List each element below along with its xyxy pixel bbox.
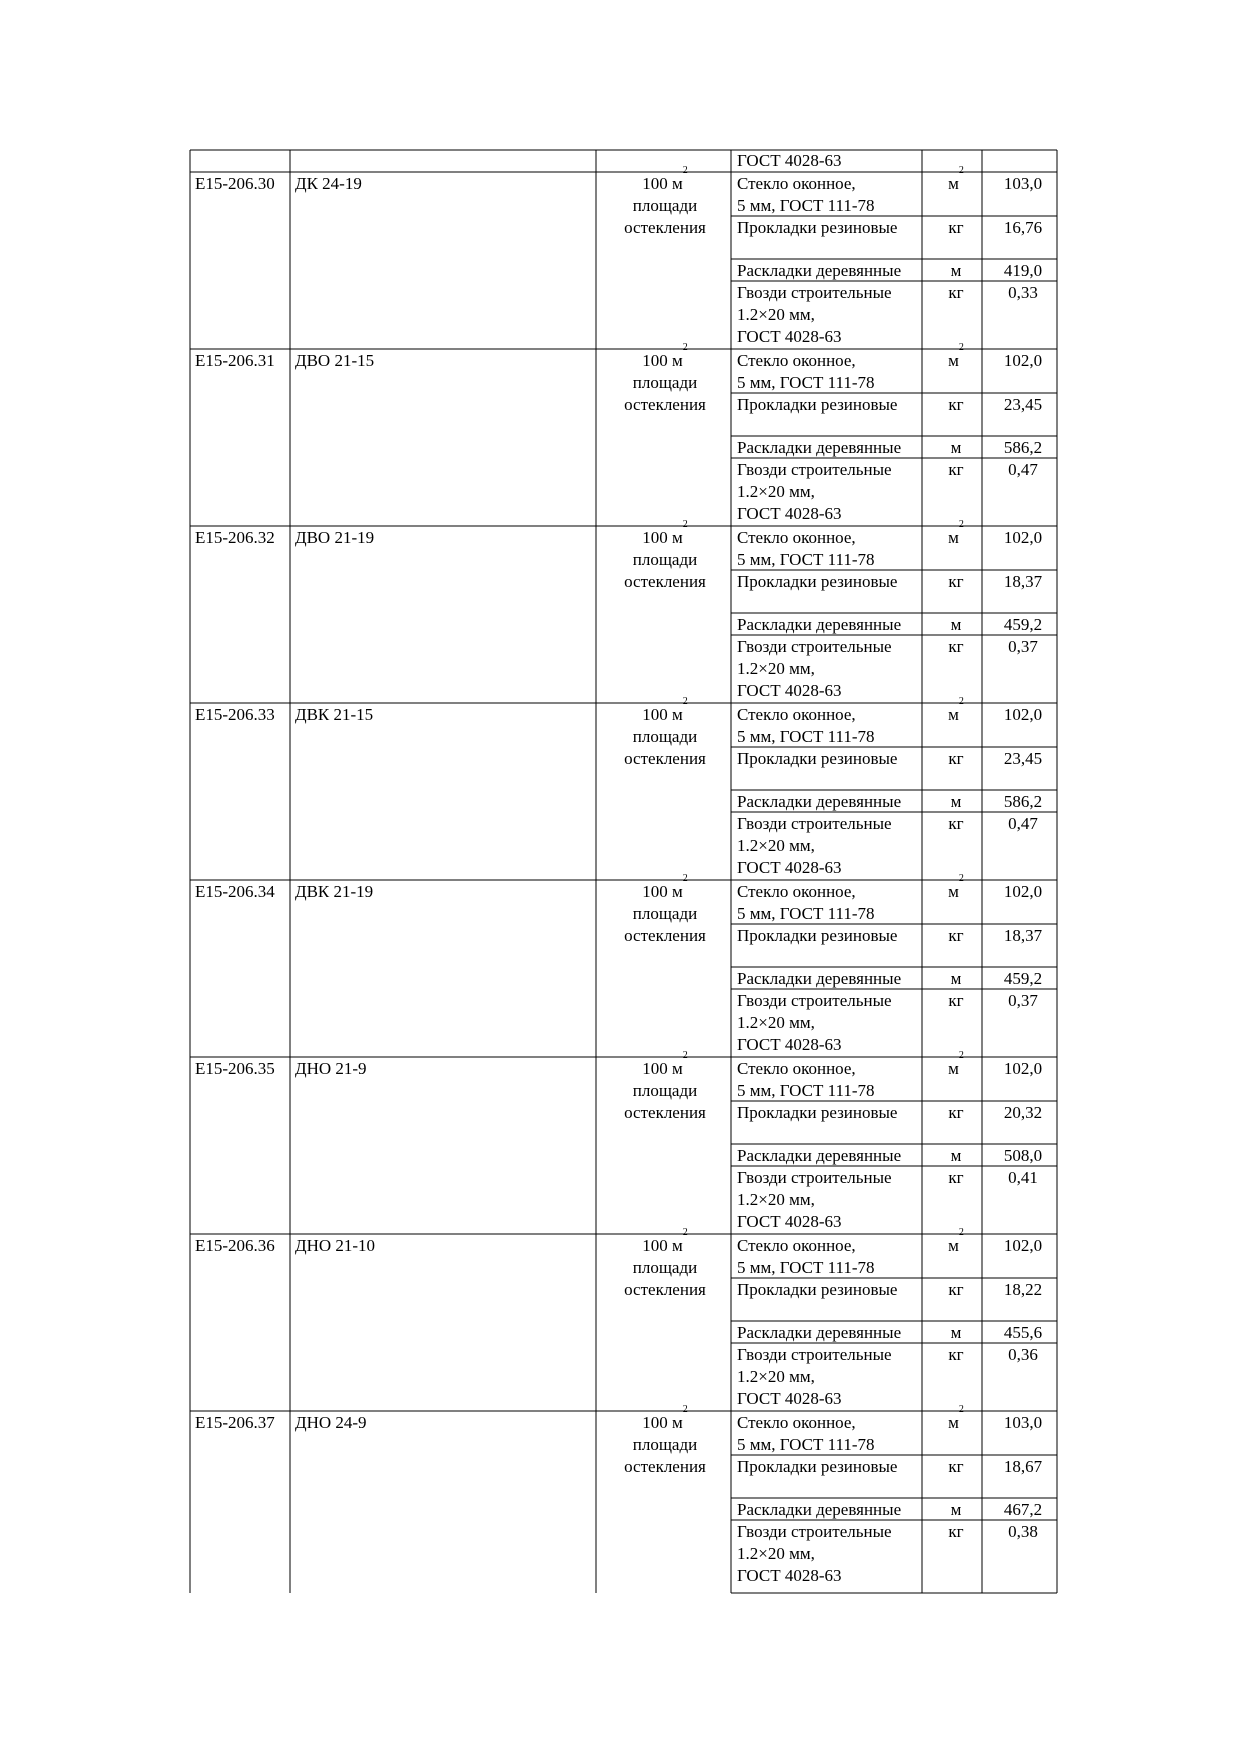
material-unit: кг bbox=[948, 749, 964, 768]
material-unit: кг bbox=[948, 395, 964, 414]
material-name: Прокладки резиновые bbox=[737, 395, 898, 414]
material-name: Гвозди строительные bbox=[737, 283, 892, 302]
unit-of-measure: 100 $м^2$ bbox=[642, 165, 688, 193]
material-name: Стекло оконное, bbox=[737, 174, 856, 193]
carry-over-material: ГОСТ 4028-63 bbox=[737, 151, 842, 170]
material-unit: $м^2$ bbox=[948, 1227, 964, 1255]
unit-of-measure-line3: остекления bbox=[624, 1457, 706, 1476]
material-name: 5 мм, ГОСТ 111-78 bbox=[737, 373, 875, 392]
material-quantity: 18,37 bbox=[1003, 572, 1043, 591]
material-quantity: 459,2 bbox=[1003, 615, 1043, 634]
material-unit: м bbox=[950, 1323, 962, 1342]
material-unit: м bbox=[950, 261, 962, 280]
material-quantity: 16,76 bbox=[1003, 218, 1043, 237]
rate-code: Е15-206.33 bbox=[195, 705, 275, 724]
material-quantity: 102,0 bbox=[1003, 1059, 1043, 1078]
material-unit: кг bbox=[948, 1457, 964, 1476]
material-unit: кг bbox=[948, 218, 964, 237]
material-unit: кг bbox=[948, 814, 964, 833]
rate-code: Е15-206.30 bbox=[195, 174, 275, 193]
material-name: 5 мм, ГОСТ 111-78 bbox=[737, 550, 875, 569]
item-name: ДВК 21-15 bbox=[295, 705, 374, 724]
item-name: ДВО 21-19 bbox=[295, 528, 375, 547]
material-name: Прокладки резиновые bbox=[737, 218, 898, 237]
unit-of-measure-line3: остекления bbox=[624, 218, 706, 237]
material-name: 1.2×20 мм, bbox=[737, 1367, 815, 1386]
material-name: 1.2×20 мм, bbox=[737, 305, 815, 324]
material-name: Гвозди строительные bbox=[737, 1168, 892, 1187]
item-name: ДВК 21-19 bbox=[295, 882, 374, 901]
material-unit: кг bbox=[948, 926, 964, 945]
material-name: Раскладки деревянные bbox=[737, 261, 902, 280]
material-quantity: 467,2 bbox=[1003, 1500, 1043, 1519]
material-name: Раскладки деревянные bbox=[737, 792, 902, 811]
material-unit: $м^2$ bbox=[948, 696, 964, 724]
material-name: Прокладки резиновые bbox=[737, 1103, 898, 1122]
material-name: Раскладки деревянные bbox=[737, 1500, 902, 1519]
material-name: ГОСТ 4028-63 bbox=[737, 1389, 842, 1408]
material-quantity: 419,0 bbox=[1003, 261, 1043, 280]
material-unit: кг bbox=[948, 1103, 964, 1122]
material-quantity: 103,0 bbox=[1003, 1413, 1043, 1432]
unit-of-measure: 100 $м^2$ bbox=[642, 696, 688, 724]
material-name: 5 мм, ГОСТ 111-78 bbox=[737, 1435, 875, 1454]
material-name: Раскладки деревянные bbox=[737, 969, 902, 988]
material-quantity: 0,37 bbox=[1008, 637, 1038, 656]
material-quantity: 18,67 bbox=[1003, 1457, 1043, 1476]
material-name: 1.2×20 мм, bbox=[737, 1190, 815, 1209]
rate-code: Е15-206.32 bbox=[195, 528, 275, 547]
material-quantity: 102,0 bbox=[1003, 351, 1043, 370]
material-quantity: 586,2 bbox=[1003, 438, 1043, 457]
material-unit: кг bbox=[948, 991, 964, 1010]
material-unit: кг bbox=[948, 1280, 964, 1299]
material-name: Прокладки резиновые bbox=[737, 926, 898, 945]
material-quantity: 102,0 bbox=[1003, 1236, 1043, 1255]
item-name: ДНО 21-10 bbox=[295, 1236, 376, 1255]
material-name: Гвозди строительные bbox=[737, 1522, 892, 1541]
unit-of-measure-line2: площади bbox=[632, 727, 698, 746]
material-name: ГОСТ 4028-63 bbox=[737, 327, 842, 346]
material-quantity: 0,33 bbox=[1008, 283, 1038, 302]
material-name: Раскладки деревянные bbox=[737, 1146, 902, 1165]
unit-of-measure-line3: остекления bbox=[624, 1280, 706, 1299]
material-unit: $м^2$ bbox=[948, 1050, 964, 1078]
material-quantity: 23,45 bbox=[1003, 395, 1043, 414]
material-quantity: 0,47 bbox=[1008, 814, 1038, 833]
material-name: Прокладки резиновые bbox=[737, 1280, 898, 1299]
material-unit: кг bbox=[948, 283, 964, 302]
material-unit: м bbox=[950, 792, 962, 811]
material-quantity: 459,2 bbox=[1003, 969, 1043, 988]
material-unit: $м^2$ bbox=[948, 342, 964, 370]
material-name: 5 мм, ГОСТ 111-78 bbox=[737, 1081, 875, 1100]
material-unit: $м^2$ bbox=[948, 873, 964, 901]
material-name: Гвозди строительные bbox=[737, 1345, 892, 1364]
material-quantity: 0,41 bbox=[1008, 1168, 1038, 1187]
rate-code: Е15-206.36 bbox=[195, 1236, 275, 1255]
material-name: ГОСТ 4028-63 bbox=[737, 1212, 842, 1231]
material-unit: кг bbox=[948, 637, 964, 656]
material-name: Стекло оконное, bbox=[737, 1059, 856, 1078]
unit-of-measure-line3: остекления bbox=[624, 749, 706, 768]
material-unit: $м^2$ bbox=[948, 519, 964, 547]
material-unit: кг bbox=[948, 460, 964, 479]
item-name: ДНО 21-9 bbox=[295, 1059, 367, 1078]
material-quantity: 508,0 bbox=[1003, 1146, 1043, 1165]
material-quantity: 0,47 bbox=[1008, 460, 1038, 479]
material-name: ГОСТ 4028-63 bbox=[737, 1566, 842, 1585]
material-quantity: 18,22 bbox=[1003, 1280, 1043, 1299]
unit-of-measure-line2: площади bbox=[632, 373, 698, 392]
material-name: Стекло оконное, bbox=[737, 528, 856, 547]
unit-of-measure: 100 $м^2$ bbox=[642, 519, 688, 547]
item-name: ДНО 24-9 bbox=[295, 1413, 367, 1432]
material-quantity: 23,45 bbox=[1003, 749, 1043, 768]
material-unit: м bbox=[950, 1500, 962, 1519]
unit-of-measure-line3: остекления bbox=[624, 395, 706, 414]
unit-of-measure-line2: площади bbox=[632, 550, 698, 569]
unit-of-measure-line3: остекления bbox=[624, 572, 706, 591]
material-name: Стекло оконное, bbox=[737, 882, 856, 901]
item-name: ДВО 21-15 bbox=[295, 351, 375, 370]
material-quantity: 20,32 bbox=[1003, 1103, 1043, 1122]
material-name: ГОСТ 4028-63 bbox=[737, 681, 842, 700]
material-name: 5 мм, ГОСТ 111-78 bbox=[737, 1258, 875, 1277]
material-name: 1.2×20 мм, bbox=[737, 659, 815, 678]
material-unit: м bbox=[950, 1146, 962, 1165]
material-name: Гвозди строительные bbox=[737, 460, 892, 479]
material-quantity: 0,38 bbox=[1008, 1522, 1038, 1541]
rate-code: Е15-206.31 bbox=[195, 351, 275, 370]
material-name: 1.2×20 мм, bbox=[737, 482, 815, 501]
material-unit: кг bbox=[948, 1345, 964, 1364]
unit-of-measure-line2: площади bbox=[632, 1081, 698, 1100]
material-name: 1.2×20 мм, bbox=[737, 1013, 815, 1032]
unit-of-measure: 100 $м^2$ bbox=[642, 1404, 688, 1432]
material-quantity: 0,36 bbox=[1008, 1345, 1038, 1364]
material-name: 5 мм, ГОСТ 111-78 bbox=[737, 196, 875, 215]
material-name: 5 мм, ГОСТ 111-78 bbox=[737, 727, 875, 746]
material-name: 1.2×20 мм, bbox=[737, 1544, 815, 1563]
material-unit: $м^2$ bbox=[948, 1404, 964, 1432]
material-name: Прокладки резиновые bbox=[737, 749, 898, 768]
rate-code: Е15-206.34 bbox=[195, 882, 275, 901]
material-name: Раскладки деревянные bbox=[737, 1323, 902, 1342]
material-quantity: 102,0 bbox=[1003, 705, 1043, 724]
material-name: Стекло оконное, bbox=[737, 1413, 856, 1432]
unit-of-measure-line3: остекления bbox=[624, 926, 706, 945]
material-unit: кг bbox=[948, 572, 964, 591]
unit-of-measure: 100 $м^2$ bbox=[642, 1050, 688, 1078]
material-quantity: 0,37 bbox=[1008, 991, 1038, 1010]
material-unit: кг bbox=[948, 1168, 964, 1187]
material-quantity: 18,37 bbox=[1003, 926, 1043, 945]
material-quantity: 102,0 bbox=[1003, 882, 1043, 901]
material-name: ГОСТ 4028-63 bbox=[737, 504, 842, 523]
material-name: Раскладки деревянные bbox=[737, 615, 902, 634]
unit-of-measure: 100 $м^2$ bbox=[642, 342, 688, 370]
material-name: Стекло оконное, bbox=[737, 1236, 856, 1255]
material-name: ГОСТ 4028-63 bbox=[737, 1035, 842, 1054]
material-name: Стекло оконное, bbox=[737, 351, 856, 370]
material-quantity: 586,2 bbox=[1003, 792, 1043, 811]
unit-of-measure-line2: площади bbox=[632, 1435, 698, 1454]
material-name: 5 мм, ГОСТ 111-78 bbox=[737, 904, 875, 923]
rate-code: Е15-206.37 bbox=[195, 1413, 275, 1432]
unit-of-measure-line2: площади bbox=[632, 196, 698, 215]
material-unit: м bbox=[950, 438, 962, 457]
material-quantity: 455,6 bbox=[1003, 1323, 1043, 1342]
unit-of-measure-line2: площади bbox=[632, 1258, 698, 1277]
material-quantity: 103,0 bbox=[1003, 174, 1043, 193]
material-unit: м bbox=[950, 969, 962, 988]
material-name: Стекло оконное, bbox=[737, 705, 856, 724]
material-name: Гвозди строительные bbox=[737, 637, 892, 656]
item-name: ДК 24-19 bbox=[295, 174, 362, 193]
unit-of-measure-line3: остекления bbox=[624, 1103, 706, 1122]
material-unit: $м^2$ bbox=[948, 165, 964, 193]
material-name: Раскладки деревянные bbox=[737, 438, 902, 457]
material-unit: кг bbox=[948, 1522, 964, 1541]
unit-of-measure: 100 $м^2$ bbox=[642, 873, 688, 901]
material-quantity: 102,0 bbox=[1003, 528, 1043, 547]
material-name: Гвозди строительные bbox=[737, 814, 892, 833]
rate-code: Е15-206.35 bbox=[195, 1059, 275, 1078]
material-unit: м bbox=[950, 615, 962, 634]
material-name: 1.2×20 мм, bbox=[737, 836, 815, 855]
material-name: Прокладки резиновые bbox=[737, 572, 898, 591]
unit-of-measure: 100 $м^2$ bbox=[642, 1227, 688, 1255]
unit-of-measure-line2: площади bbox=[632, 904, 698, 923]
material-name: Прокладки резиновые bbox=[737, 1457, 898, 1476]
material-name: ГОСТ 4028-63 bbox=[737, 858, 842, 877]
material-name: Гвозди строительные bbox=[737, 991, 892, 1010]
